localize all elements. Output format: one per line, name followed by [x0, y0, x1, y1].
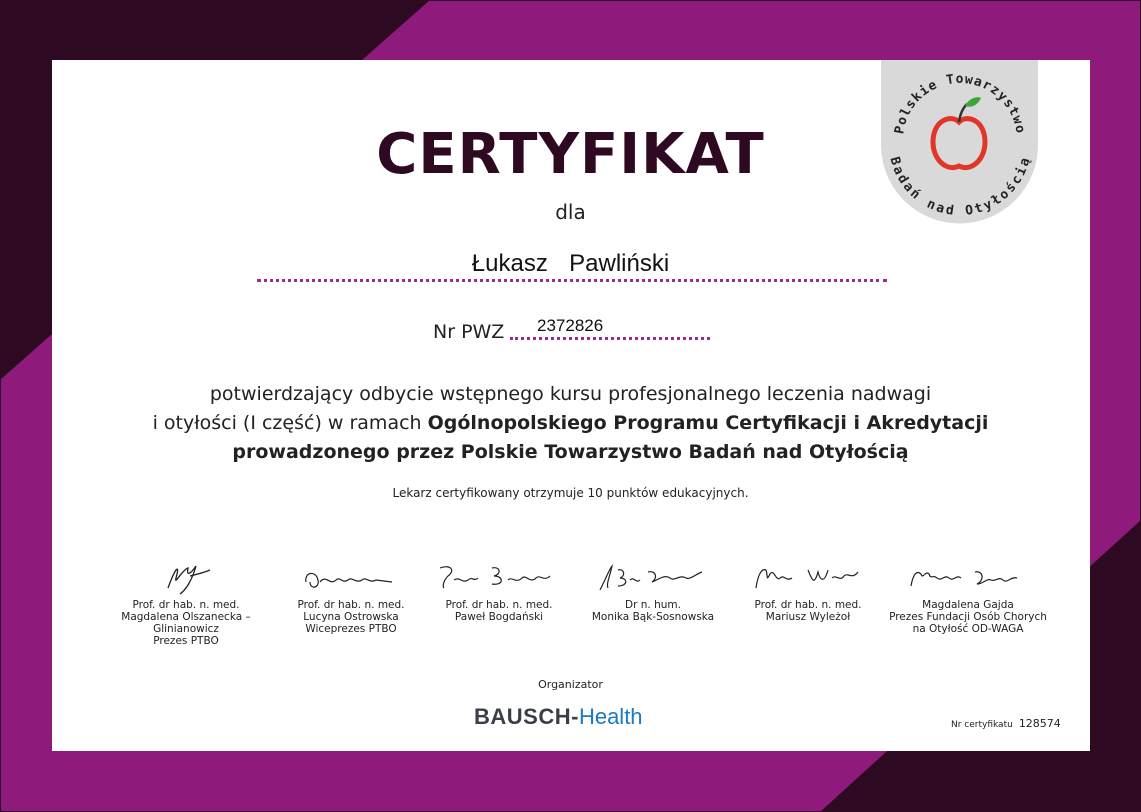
certificate-number	[951, 717, 1061, 730]
svg-text:Polskie Towarzystwo: Polskie Towarzystwo	[892, 72, 1028, 136]
body-line-3	[0, 438, 1141, 467]
recipient-name: Łukasz Pawliński	[471, 250, 670, 277]
certificate-body	[0, 380, 1141, 467]
certificate-title: CERTYFIKAT	[376, 122, 765, 187]
signatory-6	[873, 560, 1063, 635]
for-label: dla	[555, 200, 586, 224]
pwz-dotted-line	[510, 337, 710, 340]
certificate-number-label: Nr certyfikatu	[951, 720, 1013, 730]
signatory-2-line2: Lucyna Ostrowska	[303, 611, 399, 623]
signature-3	[434, 560, 564, 596]
signature-4	[588, 560, 718, 596]
signatory-3-line1: Prof. dr hab. n. med.	[445, 599, 553, 611]
organizer-label: Organizator	[538, 678, 603, 691]
body-line-1: potwierdzający odbycie wstępnego kursu profesjonalnego leczenia nadwagi	[209, 383, 932, 405]
certificate-number-value: 128574	[1018, 717, 1061, 730]
body-line-2	[0, 409, 1141, 438]
svg-text:Badań nad Otyłością: Badań nad Otyłością	[886, 155, 1034, 219]
body-line-2-prefix: i otyłości (I część) w ramach	[152, 412, 428, 434]
body-line-2-bold: Ogólnopolskiego Programu Certyfikacji i Akredytacji	[427, 412, 989, 434]
signatory-4-line1: Dr n. hum.	[625, 599, 681, 611]
signature-6	[903, 560, 1033, 596]
signatory-1-line3: Prezes PTBO	[153, 635, 219, 647]
body-line-3-bold: prowadzonego przez Polskie Towarzystwo Badań nad Otyłością	[232, 441, 909, 463]
signatory-3-line2: Paweł Bogdański	[454, 611, 544, 623]
signatory-5-line1: Prof. dr hab. n. med.	[754, 599, 862, 611]
bausch-health-logo: BAUSCH-Health	[474, 704, 643, 729]
bausch-logo-part1: BAUSCH	[474, 704, 572, 729]
signatory-1	[91, 560, 281, 647]
signatory-4-line2: Monika Bąk-Sosnowska	[591, 611, 715, 623]
signatory-5-line2: Mariusz Wyleżoł	[765, 611, 851, 623]
signature-5	[748, 560, 868, 596]
signatory-1-line2: Magdalena Olszanecka – Glinianowicz	[121, 611, 251, 635]
points-note: Lekarz certyfikowany otrzymuje 10 punktów edukacyjnych.	[392, 486, 749, 500]
signatory-1-line1: Prof. dr hab. n. med.	[132, 599, 240, 611]
pwz-number: 2372826	[537, 316, 604, 335]
pwz-label: Nr PWZ	[433, 321, 505, 343]
signatory-6-line3: na Otyłość OD-WAGA	[912, 623, 1024, 635]
name-dotted-line	[257, 279, 887, 282]
signatory-2-line3: Wiceprezes PTBO	[305, 623, 397, 635]
bausch-logo-part2: Health	[578, 704, 643, 729]
signatory-6-line2: Prezes Fundacji Osób Chorych	[889, 611, 1047, 623]
signature-1	[146, 560, 226, 596]
signatory-2-line1: Prof. dr hab. n. med.	[297, 599, 405, 611]
signature-2	[296, 560, 406, 596]
signatory-6-line1: Magdalena Gajda	[922, 599, 1014, 611]
